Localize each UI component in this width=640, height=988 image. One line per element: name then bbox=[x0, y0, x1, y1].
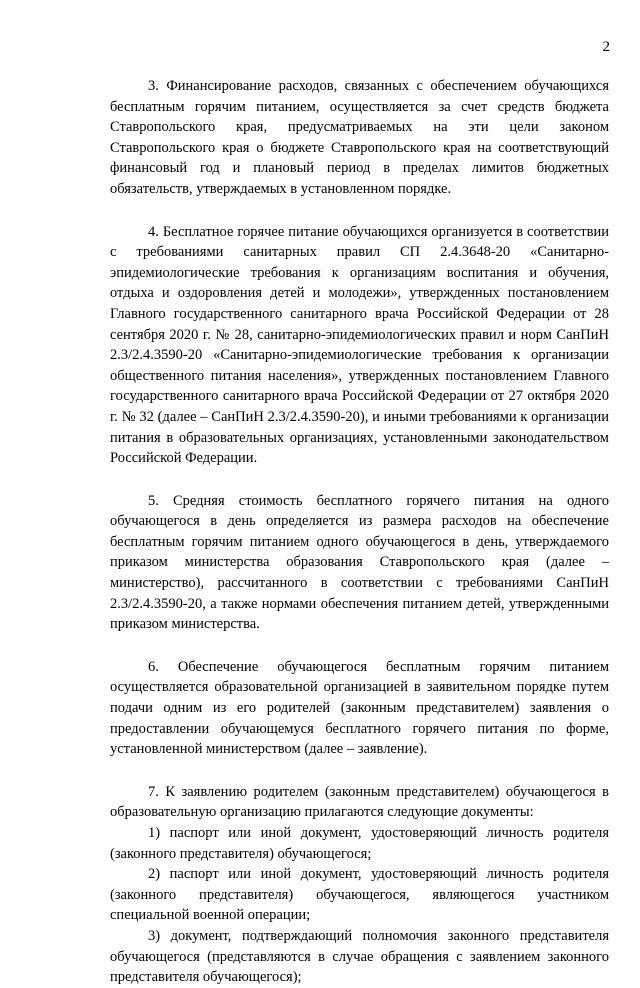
paragraph-4: 4. Бесплатное горячее питание обучающихся организуется в соответствии с требованиями санитарных правил СП 2.4.3648-20 «Санитарно-эпидемиологические требования к организациям воспитания и обучения, отдыха и оздоровления детей и молодежи», утвержденных постановлением Главного государственного санитарного врача Российской Федерации от 28 сентября 2020 г. № 28, санитарно-эпидемиологических правил и норм СанПиН 2.3/2.4.3590-20 «Санитарно-эпидемиологические требования к организации общественного питания населения», утвержденных постановлением Главного государственного санитарного врача Российской Федерации от 27 октября 2020 г. № 32 (далее – СанПиН 2.3/2.4.3590-20), и иными требованиями к организации питания в образовательных организациях, установленными законодательством Российской Федерации. bbox=[110, 223, 609, 467]
page-number: 2 bbox=[602, 39, 610, 55]
list-item-2: 2) паспорт или иной документ, удостоверяющий личность родителя (законного представителя) обучающегося, являющегося участником специальной военной операции; bbox=[110, 866, 609, 924]
paragraph-7: 7. К заявлению родителем (законным представителем) обучающегося в образовательную организацию прилагаются следующие документы: bbox=[110, 783, 609, 821]
list-item-3: 3) документ, подтверждающий полномочия законного представителя обучающегося (представляются в случае обращения с заявлением законного представителя обучающегося); bbox=[110, 927, 609, 986]
paragraph-3: 3. Финансирование расходов, связанных с обеспечением обучающихся бесплатным горячим питанием, осуществляется за счет средств бюджета Ставропольского края, предусматриваемых на эти цели законом Ставропольского края о бюджете Ставропольского края на соответствующий финансовый год и плановый период в пределах лимитов бюджетных обязательств, утверждаемых в установленном порядке. bbox=[110, 78, 609, 197]
paragraph-6: 6. Обеспечение обучающегося бесплатным горячим питанием осуществляется образовательной организацией в заявительном порядке путем подачи одним из его родителей (законным представителем) заявления о предоставлении обучающемуся бесплатного горячего питания по форме, установленной министерством (далее – заявление). bbox=[110, 658, 609, 758]
document-body bbox=[110, 76, 609, 988]
paragraph-5: 5. Средняя стоимость бесплатного горячего питания на одного обучающегося в день определяется из размера расходов на обеспечение бесплатным горячим питанием одного обучающегося в день, утверждаемого приказом министерства образования Ставропольского края (далее – министерство), рассчитанного в соответствии с требованиями СанПиН 2.3/2.4.3590-20, а также нормами обеспечения питанием детей, утвержденными приказом министерства. bbox=[110, 492, 609, 633]
list-item-1: 1) паспорт или иной документ, удостоверяющий личность родителя (законного представителя) обучающегося; bbox=[110, 825, 609, 862]
